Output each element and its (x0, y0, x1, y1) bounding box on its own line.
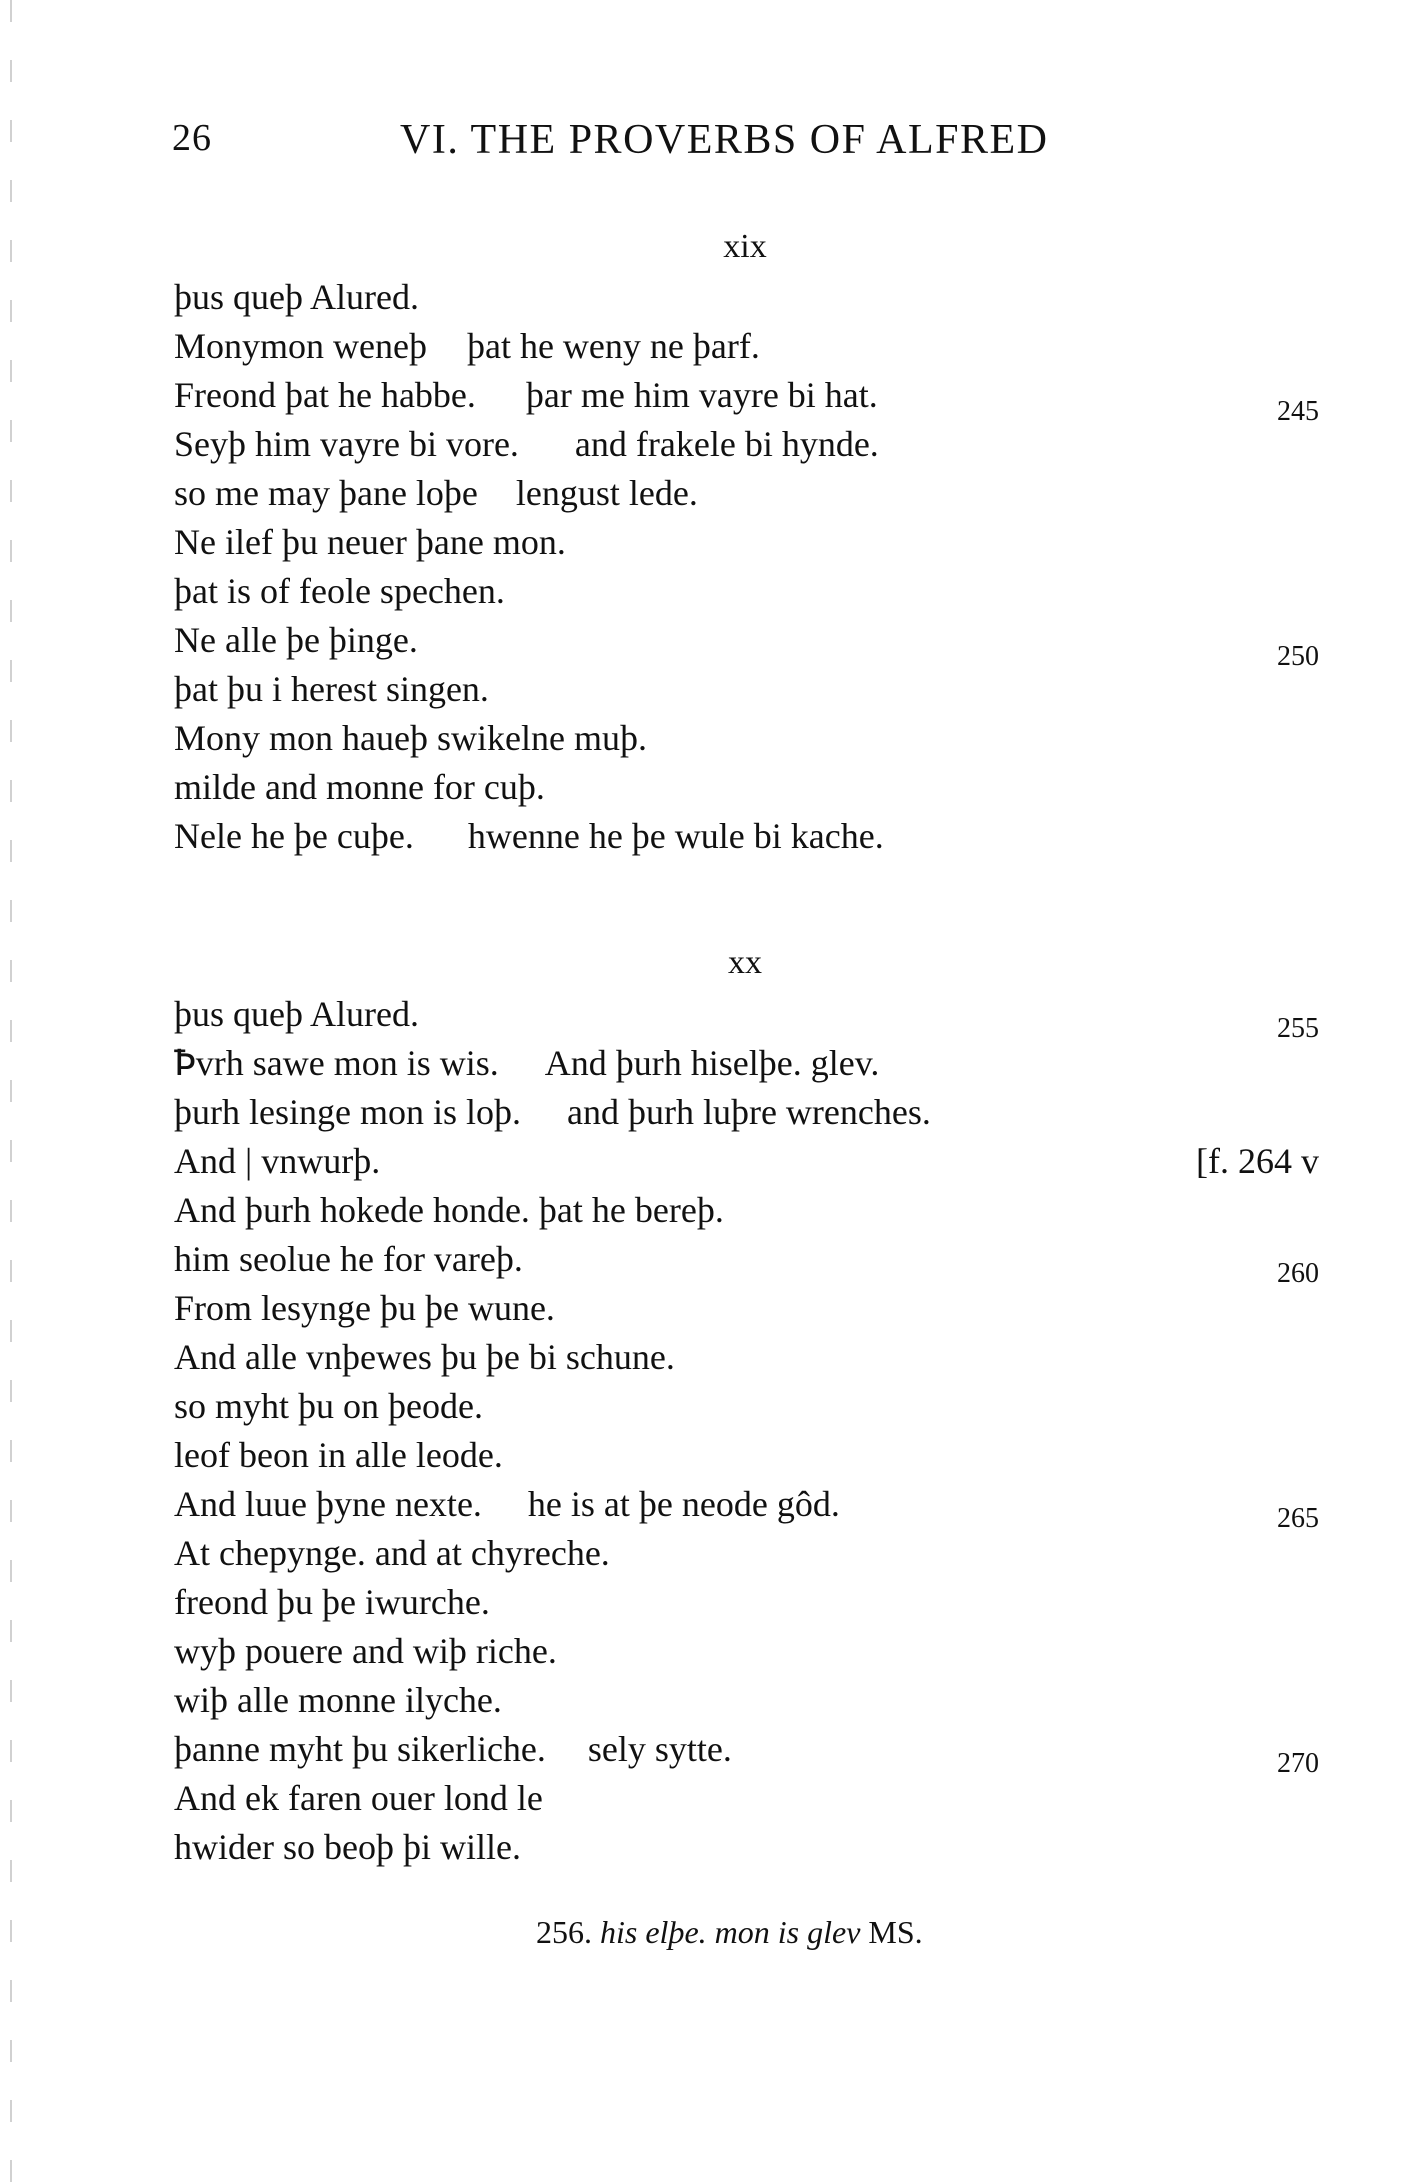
footnote-text: his elþe. mon is glev (600, 1914, 861, 1950)
verse-line: þus queþ Alured. (174, 277, 419, 317)
verse-line: wyþ pouere and wiþ riche. (174, 1631, 557, 1671)
line-number: 260 (1277, 1258, 1319, 1289)
footnote (536, 1914, 923, 1951)
verse-line: Monymon weneþ þat he weny ne þarf. (174, 326, 760, 366)
verse-line: Ne alle þe þinge. (174, 620, 418, 660)
verse-line: Ne ilef þu neuer þane mon. (174, 522, 566, 562)
verse-line: Mony mon haueþ swikelne muþ. (174, 718, 647, 758)
line-number: 270 (1277, 1748, 1319, 1779)
line-number: 255 (1277, 1013, 1319, 1044)
section-heading: xx (728, 944, 762, 981)
section-heading: xix (723, 228, 767, 265)
verse-line: þus queþ Alured. (174, 994, 419, 1034)
verse-line: Seyþ him vayre bi vore. and frakele bi hynde. (174, 424, 879, 464)
verse-line: so myht þu on þeode. (174, 1386, 483, 1426)
verse-line: And luue þyne nexte. he is at þe neode gôd. (174, 1484, 840, 1524)
footnote-ref: 256. (536, 1914, 592, 1950)
folio-mark: [f. 264 v (1196, 1141, 1319, 1181)
line-number: 265 (1277, 1503, 1319, 1534)
verse-line: At chepynge. and at chyreche. (174, 1533, 610, 1573)
verse-line: From lesynge þu þe wune. (174, 1288, 555, 1328)
verse-line: þat is of feole spechen. (174, 571, 505, 611)
verse-line: milde and monne for cuþ. (174, 767, 545, 807)
verse-line: And alle vnþewes þu þe bi schune. (174, 1337, 675, 1377)
running-title: VI. THE PROVERBS OF ALFRED (400, 117, 1049, 163)
verse-line: Freond þat he habbe. þar me him vayre bi hat. (174, 375, 878, 415)
verse-line: And þurh hokede honde. þat he bereþ. (174, 1190, 724, 1230)
verse-line: þat þu i herest singen. (174, 669, 489, 709)
verse-line: hwider so beoþ þi wille. (174, 1827, 521, 1867)
line-number: 250 (1277, 641, 1319, 672)
page-number: 26 (172, 117, 212, 159)
line-number: 245 (1277, 396, 1319, 427)
verse-line: Ꝥvrh sawe mon is wis. And þurh hiselþe. glev. (174, 1043, 880, 1083)
verse-line: þurh lesinge mon is loþ. and þurh luþre wrenches. (174, 1092, 931, 1132)
verse-line: And ek faren ouer lond le (174, 1778, 543, 1818)
scan-edge-shadow (10, 0, 12, 2184)
verse-line: Nele he þe cuþe. hwenne he þe wule bi kache. (174, 816, 884, 856)
verse-line: freond þu þe iwurche. (174, 1582, 490, 1622)
verse-line: wiþ alle monne ilyche. (174, 1680, 502, 1720)
verse-line: And | vnwurþ. (174, 1141, 381, 1181)
footnote-suffix: MS. (868, 1914, 923, 1950)
verse-line: so me may þane loþe lengust lede. (174, 473, 698, 513)
verse-line: him seolue he for vareþ. (174, 1239, 523, 1279)
verse-line: þanne myht þu sikerliche. sely sytte. (174, 1729, 732, 1769)
verse-line: leof beon in alle leode. (174, 1435, 503, 1475)
